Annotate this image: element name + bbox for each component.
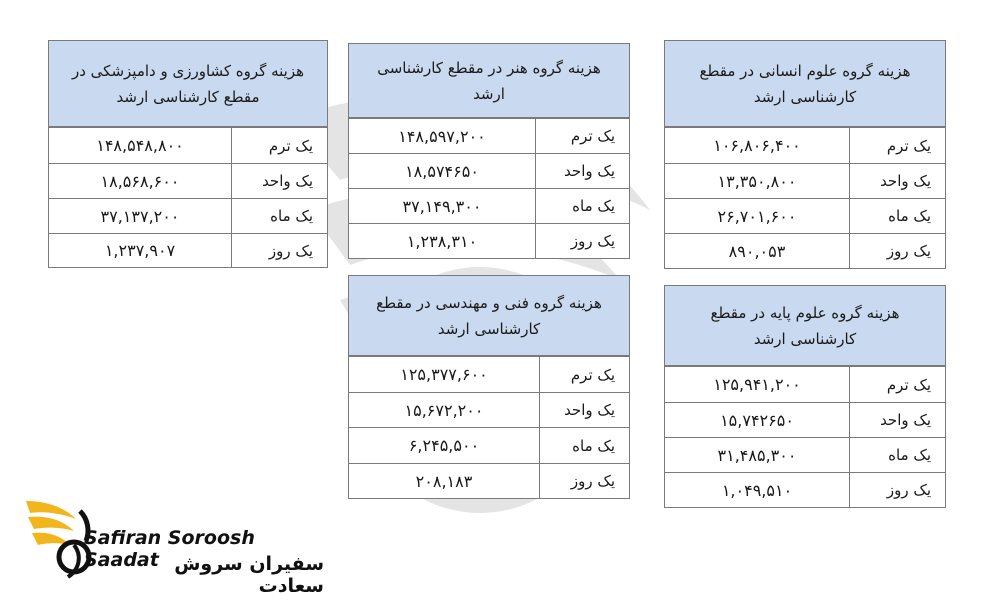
table-row — [665, 198, 945, 233]
row-label: یک روز — [535, 224, 629, 258]
table-humanities — [664, 40, 946, 269]
table-agriculture-title: هزینه گروه کشاورزی و دامپزشکی در مقطع کارشناسی ارشد — [49, 41, 327, 127]
table-basic-sciences-title: هزینه گروه علوم پایه در مقطع کارشناسی ارشد — [665, 286, 945, 366]
row-value: ۳۷,۱۴۹,۳۰۰ — [402, 196, 482, 216]
table-row — [49, 198, 327, 233]
table-row — [349, 463, 629, 498]
row-label: یک روز — [849, 234, 945, 268]
row-label: یک ترم — [849, 128, 945, 163]
table-row — [49, 233, 327, 267]
brand-name-en: Safiran Soroosh Saadat — [84, 527, 255, 571]
table-art-title: هزینه گروه هنر در مقطع کارشناسی ارشد — [349, 44, 629, 118]
row-value: ۲۶,۷۰۱,۶۰۰ — [717, 206, 797, 226]
table-row — [349, 153, 629, 188]
row-label: یک واحد — [849, 164, 945, 198]
row-value: ۱۳,۳۵۰,۸۰۰ — [717, 171, 797, 191]
table-row — [665, 163, 945, 198]
row-label: یک روز — [849, 473, 945, 507]
row-value: ۱۵,۷۴۲۶۵۰ — [720, 410, 794, 430]
row-value: ۱,۲۳۸,۳۱۰ — [406, 231, 478, 251]
table-row — [349, 356, 629, 392]
row-value: ۱۵,۶۷۲,۲۰۰ — [404, 400, 484, 420]
row-label: یک ماه — [535, 189, 629, 223]
row-label: یک ترم — [231, 128, 327, 163]
row-value: ۱۴۸,۵۴۸,۸۰۰ — [96, 136, 184, 155]
table-humanities-title: هزینه گروه علوم انسانی در مقطع کارشناسی ارشد — [665, 41, 945, 127]
row-value: ۱۸,۵۷۴۶۵۰ — [405, 161, 479, 181]
row-value: ۳۷,۱۳۷,۲۰۰ — [100, 206, 180, 226]
row-value: ۱۲۵,۹۴۱,۲۰۰ — [713, 375, 801, 394]
row-label: یک واحد — [535, 154, 629, 188]
table-row — [665, 366, 945, 402]
table-art — [348, 43, 630, 259]
table-row — [665, 472, 945, 507]
row-label: یک ترم — [539, 357, 629, 392]
row-value: ۱۰۶,۸۰۶,۴۰۰ — [713, 136, 801, 155]
row-value: ۲۰۸,۱۸۳ — [415, 471, 473, 491]
row-value: ۶,۲۴۵,۵۰۰ — [408, 436, 480, 455]
row-label: یک روز — [539, 464, 629, 498]
table-row — [49, 127, 327, 163]
table-agriculture — [48, 40, 328, 268]
table-engineering — [348, 275, 630, 499]
table-row — [665, 127, 945, 163]
row-label: یک ماه — [539, 428, 629, 463]
row-value: ۱۸,۵۶۸,۶۰۰ — [100, 171, 180, 191]
table-row — [349, 223, 629, 258]
row-value: ۸۹۰,۰۵۳ — [728, 241, 786, 261]
table-row — [665, 402, 945, 437]
table-row — [349, 118, 629, 153]
row-label: یک واحد — [849, 403, 945, 437]
row-value: ۱۲۵,۳۷۷,۶۰۰ — [400, 365, 488, 384]
row-label: یک ماه — [849, 438, 945, 472]
table-engineering-title: هزینه گروه فنی و مهندسی در مقطع کارشناسی ارشد — [349, 276, 629, 356]
table-row — [49, 163, 327, 198]
row-label: یک ماه — [231, 199, 327, 233]
row-label: یک واحد — [231, 164, 327, 198]
row-label: یک روز — [231, 234, 327, 267]
table-row — [349, 392, 629, 427]
row-value: ۱۴۸,۵۹۷,۲۰۰ — [398, 126, 486, 146]
brand-logo — [24, 497, 324, 597]
brand-name-fa: سفیران سروش سعادت — [174, 553, 324, 597]
row-label: یک ماه — [849, 199, 945, 233]
row-value: ۱,۲۳۷,۹۰۷ — [104, 241, 176, 260]
row-label: یک ترم — [849, 367, 945, 402]
row-label: یک ترم — [535, 119, 629, 153]
table-basic-sciences — [664, 285, 946, 508]
table-row — [665, 437, 945, 472]
table-row — [349, 427, 629, 463]
table-row — [665, 233, 945, 268]
table-row — [349, 188, 629, 223]
row-value: ۱,۰۴۹,۵۱۰ — [721, 480, 793, 500]
row-value: ۳۱,۴۸۵,۳۰۰ — [717, 445, 797, 465]
row-label: یک واحد — [539, 393, 629, 427]
